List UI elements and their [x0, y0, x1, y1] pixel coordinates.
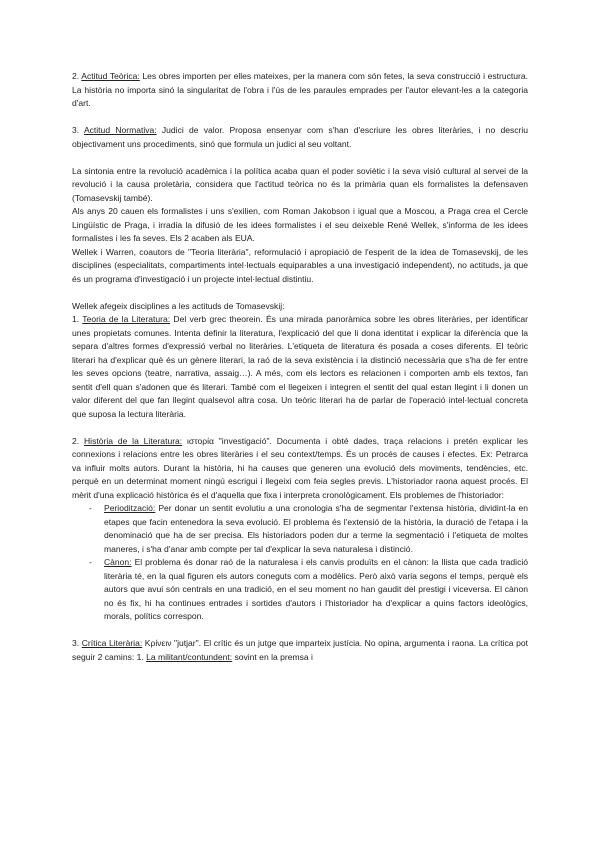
list-item-periodization	[72, 502, 528, 556]
heading-teoria-literatura: Teoria de la Literatura:	[82, 314, 171, 324]
paragraph-text: Les obres importen per elles mateixes, per la manera com són fetes, la seva construcció i estructura. La història no importa sinó la singularitat de l'obra i l'ús de les paraules emprades per l'autor elevant-les a la categoria d'art.	[72, 71, 529, 108]
item-number: 3.	[72, 638, 80, 648]
dash-bullet: -	[89, 503, 92, 513]
list-item-text: El problema és donar raó de la naturalesa i els canvis produïts en el cànon: la llista que cada tradició literària té, en la qual figuren els autors coneguts com a modèlics. Però això varia segons el temps, perquè els autors que avui són centrals en una tradició, en el seu moment no han gaudit del prestigi i viceversa. El cànon no és fix, hi ha continues entrades i sortides d'autors i l'historiador ha d'explicar a quins factors ideològics, morals, polítics correspon.	[104, 557, 528, 621]
heading-militant-contundent: La militant/contundent:	[146, 651, 233, 662]
historian-problems-list	[72, 502, 528, 624]
paragraph-text: Judici de valor. Proposa ensenyar com s'han d'escriure les obres literàries, i no descriu objectivament uns procediments, sinó que formula un judici al seu voltant.	[72, 125, 528, 149]
paragraph-text: Del verb grec theorein. És una mirada panoràmica sobre les obres literàries, per identificar unes propietats comunes. Intenta definir la literatura, l'explicació del que li dona identitat i explicar la diferència que la separa d'altres formes d'expressió verbal no literàries. L'etiqueta de literatura és posada a coses diferents. El teòric literari ha d'explicar què és un gènere literari, la raó de la seva existència i la distinció necessària que s'ha de fer entre les seves opcions (teatre, narrativa, assaig…). A més, com els lectors es relacionen i comporten amb els textos, fan sentit d'ell quan s'adonen que és literari. També com el llegeixen i integren el sentit del qual estan llegint i li donen un valor diferent del que fan llegint qualsevol altra cosa. Un teòric literari ha de parlar de l'operació intel·lectual concreta que suposa la lectura literària.	[72, 314, 528, 419]
paragraph-anys-20: Als anys 20 cauen els formalistes i uns s'exilien, com Roman Jakobson i igual que a Moscou, a Praga crea el Cercle Lingüístic de Praga, i irradia la difusió de les idees formalistes i el seu deixeble René Wellek, s'informa de les idees formalistes i les fa seves. Els 2 acaben als EUA.	[72, 206, 528, 243]
heading-actitud-teorica: Actitud Teòrica:	[81, 71, 140, 81]
dash-bullet: -	[89, 557, 92, 567]
paragraph-text: sovint en la premsa i	[232, 651, 313, 662]
list-item-text: Per donar un sentit evolutiu a una cronologia s'ha de segmentar l'extensa història, dividint-la en etapes que facin entenedora la seva evolució. El problema és l'extensió de la història, la duració de l'etapa i la denominació que ha de ser precisa. Els historiadors poden dur a terme la segmentació i l'etiqueta de moltes maneres, i s'ha d'anar amb compte per tal d'explicar la seva naturalesa i distinció.	[104, 503, 528, 554]
heading-canon: Cànon:	[104, 557, 132, 567]
heading-historia-literatura: Història de la Literatura:	[84, 435, 183, 446]
list-item-canon	[72, 556, 528, 624]
paragraph-wellek-intro: Wellek afegeix disciplines a les actituds de Tomasevskij:	[72, 300, 285, 311]
item-number: 3.	[72, 125, 80, 135]
paragraph-historia-literatura	[72, 435, 528, 503]
item-number: 2.	[72, 435, 80, 446]
paragraph-critica-literaria	[72, 637, 528, 664]
paragraph-actitud-normativa	[72, 124, 528, 151]
paragraph-wellek-warren: Wellek i Warren, coautors de "Teoria literària", reformulació i apropiació de l'esperit de la idea de Tomasevskij, de les disciplines (especialitats, compartiments intel·lectuals equiparables a una investigació independent), no actituds, ja que és un programa d'investigació i un projecte intel·lectual distintiu.	[72, 246, 528, 284]
item-number: 2.	[72, 71, 80, 81]
heading-actitud-normativa: Actitud Normativa:	[83, 125, 157, 135]
item-number: 1.	[72, 314, 80, 324]
heading-critica-literaria: Crítica Literària:	[81, 638, 143, 648]
heading-perioditzacio: Periodització:	[104, 503, 156, 513]
paragraph-sintonia: La sintonia entre la revolució acadèmica i la política acaba quan el poder soviètic i la seva visió cultural al servei de la revolució i la causa proletària, considera que l'actitud teòrica no és la primària quan els formalistes la defensaven (Tomasevskij també).	[72, 165, 528, 203]
paragraph-teoria-literatura	[72, 313, 528, 421]
paragraph-actitud-teorica	[72, 70, 528, 111]
paragraph-text: ιστορία "investigació". Documenta i obté dades, traça relacions i pretén explicar les connexions i relacions entre les obres literàries i el seu context/temps. És un procés de causes i efectes. Ex: Petrarca va influir molts autors. Durant la història, hi ha causes que generen una evolució dels moviments, tendències, etc. perquè en un determinat moment ningú escrigui i llegeixi com feia segles previs. L'historiador raona aquest procés. El mèrit d'una explicació històrica és el d'aquella que fixa i interpreta cronològicament. Els problemes de l'historiador:	[72, 435, 528, 500]
paragraph-text: Κρίνειν "jutjar". El crític és un jutge que imparteix justícia. No opina, argumenta i raona. La crítica pot seguir 2 camins: 1.	[72, 638, 528, 662]
document-body	[72, 70, 528, 664]
